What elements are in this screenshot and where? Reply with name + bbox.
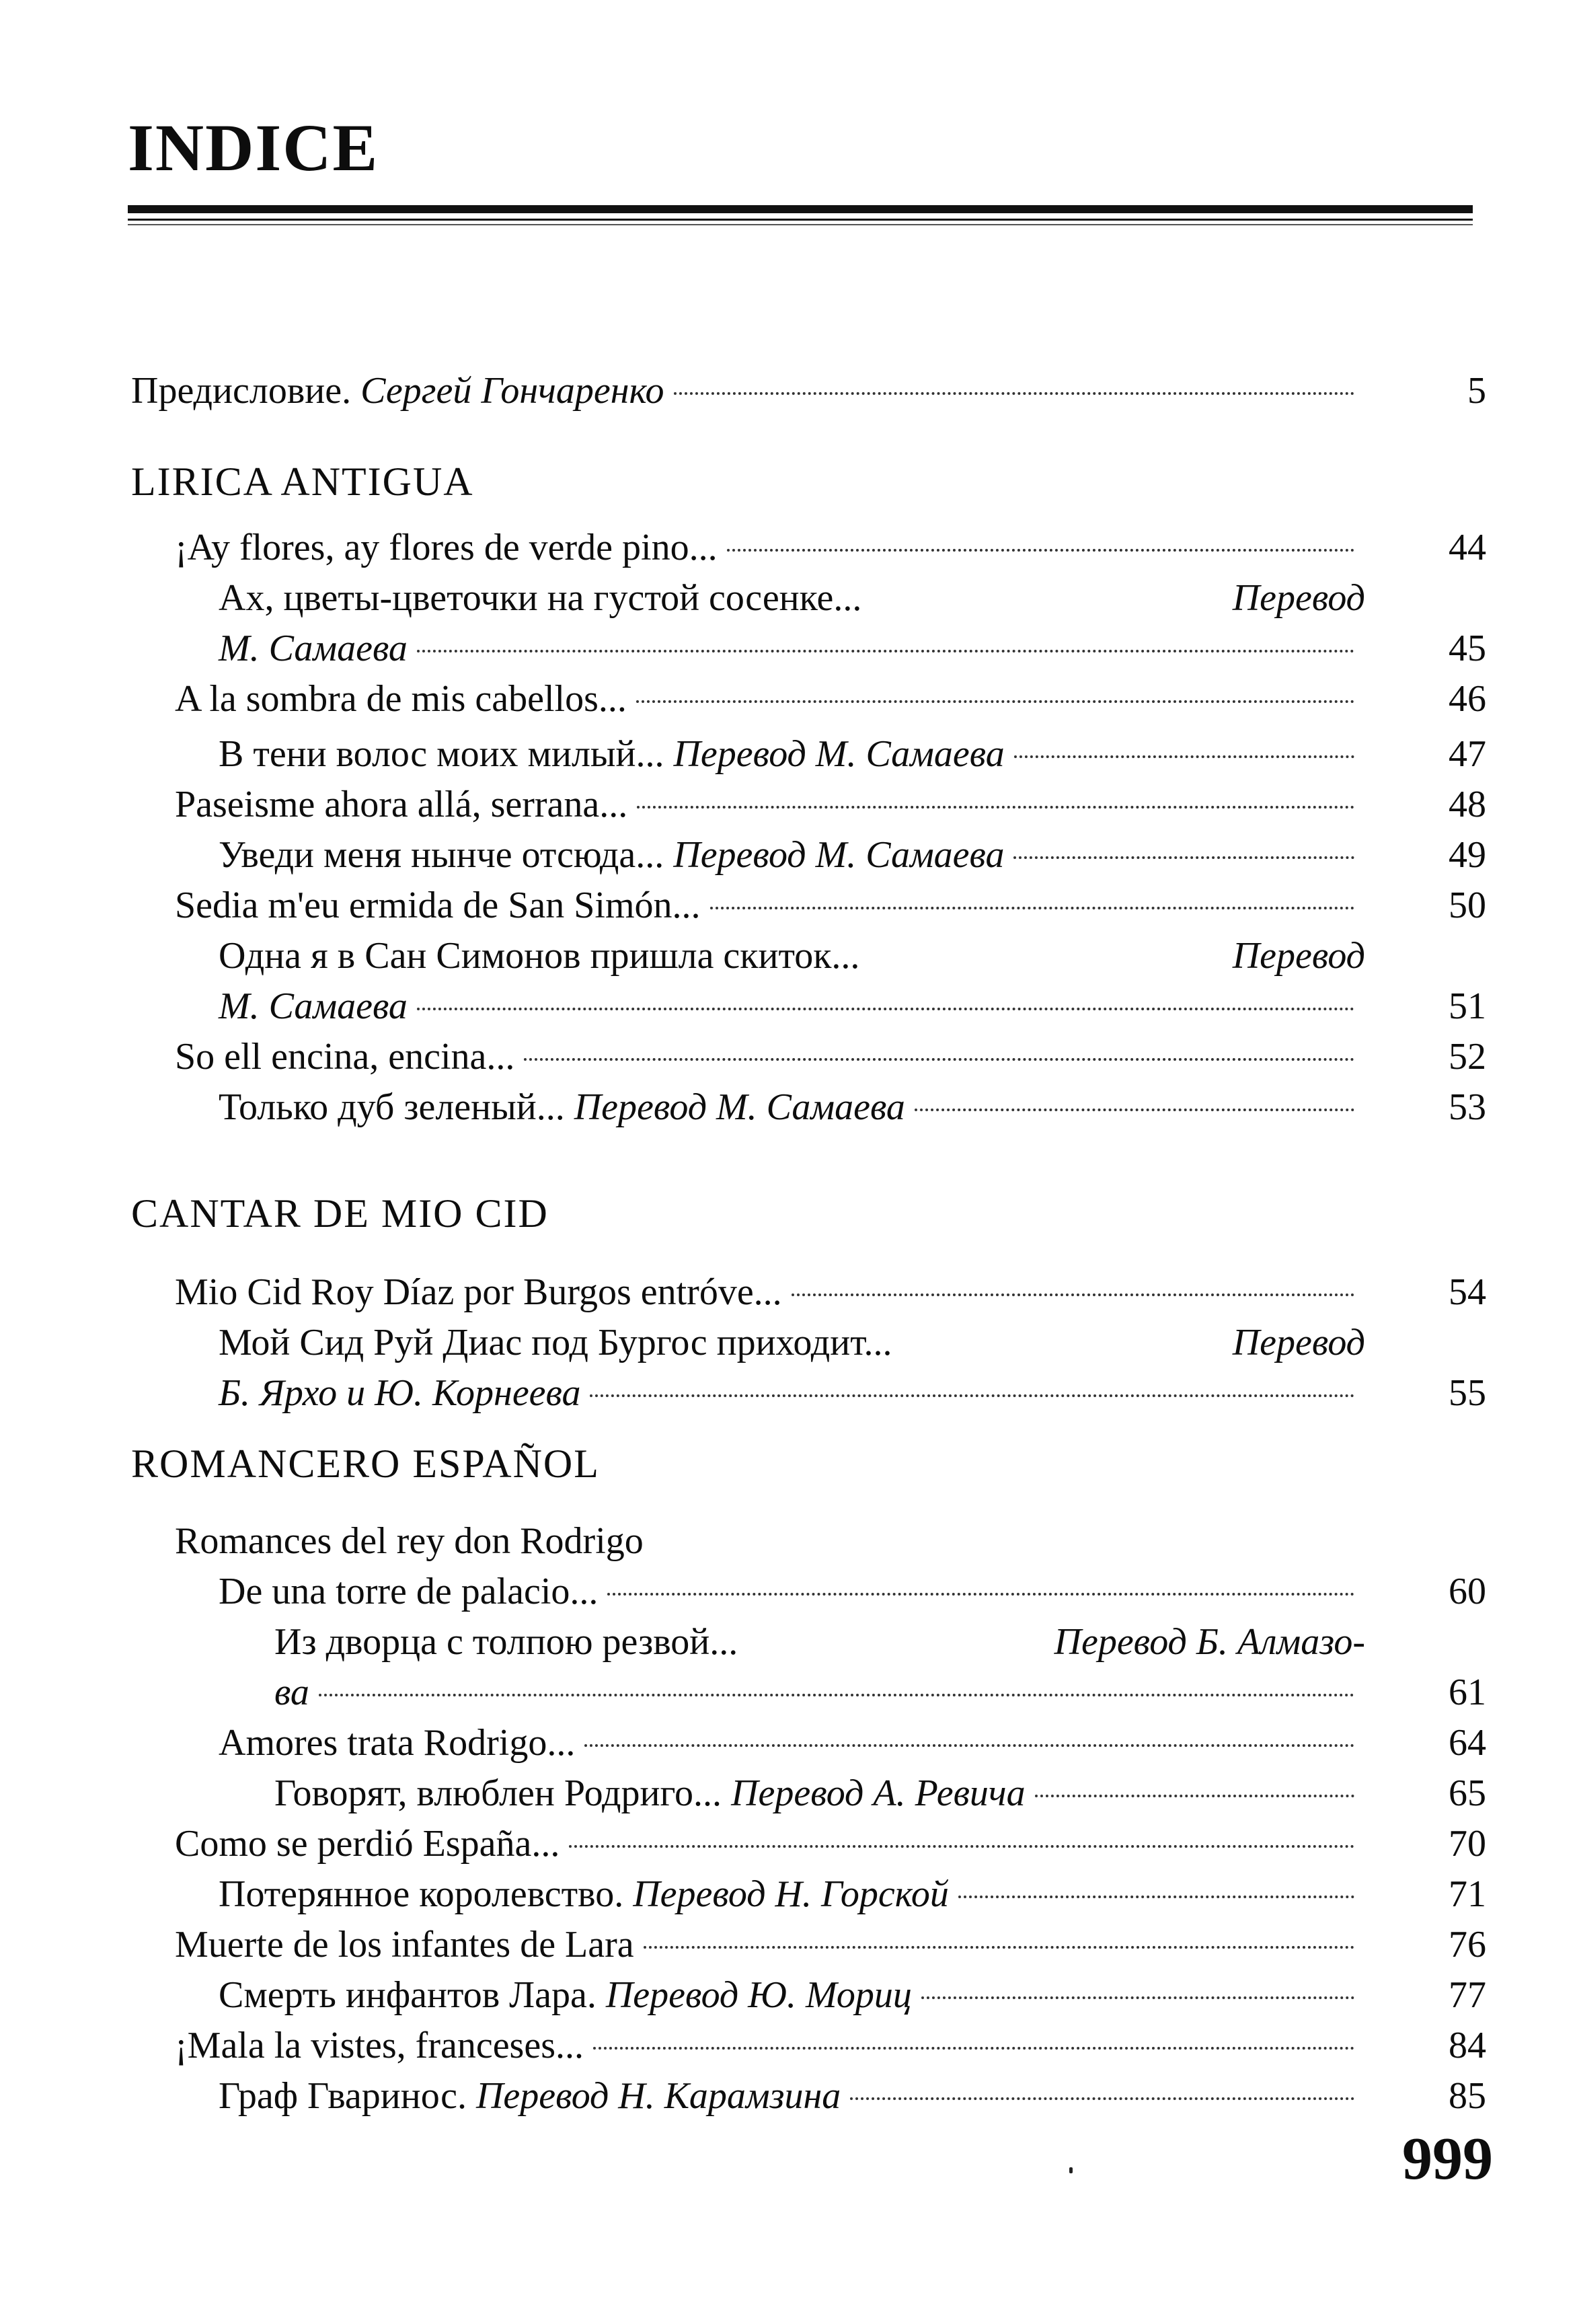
translator-lead: Перевод bbox=[1232, 1322, 1365, 1363]
page-number: 49 bbox=[1449, 834, 1486, 876]
entry-translator: Перевод М. Самаева bbox=[673, 834, 1005, 876]
section-heading-lirica: LIRICA ANTIGUA bbox=[131, 459, 474, 504]
entry-title: Смерть инфантов Лара. bbox=[219, 1974, 597, 2016]
entry-translator: Перевод М. Самаева bbox=[673, 733, 1005, 775]
toc-entry bbox=[219, 730, 1365, 778]
section-heading-cantar: CANTAR DE MIO CID bbox=[131, 1191, 549, 1236]
dot-leader bbox=[569, 1845, 1354, 1848]
toc-entry bbox=[274, 1668, 1365, 1717]
page-number: 50 bbox=[1449, 885, 1486, 926]
dot-leader bbox=[921, 1996, 1354, 1999]
toc-entry bbox=[219, 1369, 1365, 1417]
dot-leader bbox=[674, 392, 1354, 395]
page-number: 54 bbox=[1449, 1271, 1486, 1313]
entry-title: Mio Cid Roy Díaz por Burgos entróve... bbox=[175, 1271, 782, 1313]
page-title: INDICE bbox=[128, 110, 379, 185]
toc-entry bbox=[175, 675, 1365, 723]
entry-translator: Перевод А. Ревича bbox=[731, 1772, 1026, 1814]
entry-title: Amores trata Rodrigo... bbox=[219, 1722, 576, 1764]
dot-leader bbox=[593, 2047, 1354, 2050]
dot-leader bbox=[850, 2097, 1354, 2100]
page-number: 76 bbox=[1449, 1924, 1486, 1965]
toc-entry bbox=[175, 881, 1365, 930]
entry-title: Уведи меня нынче отсюда... bbox=[219, 834, 664, 876]
page-number: 53 bbox=[1449, 1086, 1486, 1128]
dot-leader bbox=[637, 806, 1354, 809]
translator-lead: Перевод bbox=[1232, 577, 1365, 619]
entry-title: A la sombra de mis cabellos... bbox=[175, 678, 627, 720]
dot-leader bbox=[710, 907, 1354, 909]
page-number: 64 bbox=[1449, 1722, 1486, 1764]
toc-entry bbox=[219, 1971, 1365, 2019]
translator-lead: Перевод Б. Алмазо- bbox=[1054, 1621, 1365, 1663]
title-rule-thick bbox=[128, 205, 1473, 213]
entry-title: Мой Сид Руй Диас под Бургос приходит... bbox=[219, 1322, 892, 1363]
dot-leader bbox=[644, 1946, 1354, 1949]
entry-title: Говорят, влюблен Родриго... bbox=[274, 1772, 722, 1814]
toc-entry bbox=[219, 624, 1365, 673]
toc-entry-line bbox=[219, 932, 1365, 980]
entry-title: Sedia m'eu ermida de San Simón... bbox=[175, 885, 701, 926]
dot-leader bbox=[607, 1593, 1354, 1596]
entry-title: Из дворца с толпою резвой... bbox=[274, 1621, 738, 1663]
entry-title: Одна я в Сан Симонов пришла скиток... bbox=[219, 935, 860, 977]
dot-leader bbox=[417, 650, 1354, 652]
entry-translator: Перевод Н. Карамзина bbox=[475, 2075, 841, 2117]
page-number: 52 bbox=[1449, 1036, 1486, 1078]
page-number: 61 bbox=[1449, 1672, 1486, 1713]
toc-entry bbox=[175, 780, 1365, 829]
translator-lead: Перевод bbox=[1232, 935, 1365, 977]
title-rule-faint bbox=[128, 224, 1473, 225]
entry-title: В тени волос моих милый... bbox=[219, 733, 664, 775]
entry-title: Como se perdió España... bbox=[175, 1823, 560, 1865]
page-number: 65 bbox=[1449, 1772, 1486, 1814]
toc-entry bbox=[219, 1719, 1365, 1767]
toc-entry bbox=[219, 1870, 1365, 1918]
dot-leader bbox=[792, 1294, 1354, 1296]
entry-translator: Перевод М. Самаева bbox=[574, 1086, 905, 1128]
section-heading-romancero: ROMANCERO ESPAÑOL bbox=[131, 1441, 600, 1486]
entry-title: Только дуб зеленый... bbox=[219, 1086, 565, 1128]
toc-entry bbox=[274, 1769, 1365, 1817]
entry-title: ¡Mala la vistes, franceses... bbox=[175, 2025, 584, 2066]
dot-leader bbox=[1014, 755, 1354, 758]
entry-title: Paseisme ahora allá, serrana... bbox=[175, 784, 628, 825]
toc-entry bbox=[219, 831, 1365, 879]
entry-title: Предисловие. bbox=[131, 370, 352, 412]
entry-title: Muerte de los infantes de Lara bbox=[175, 1924, 634, 1965]
toc-entry bbox=[175, 1820, 1365, 1868]
entry-title: Граф Гваринос. bbox=[219, 2075, 467, 2117]
entry-translator: М. Самаева bbox=[219, 628, 408, 669]
toc-entry bbox=[219, 982, 1365, 1030]
page-number: 45 bbox=[1449, 628, 1486, 669]
toc-entry bbox=[219, 2072, 1365, 2120]
page-folio-number: 999 bbox=[1402, 2126, 1493, 2192]
page-number: 48 bbox=[1449, 784, 1486, 825]
toc-entry-line bbox=[219, 1318, 1365, 1367]
dot-leader bbox=[915, 1109, 1354, 1111]
entry-title: Romances del rey don Rodrigo bbox=[175, 1520, 644, 1562]
page-number: 77 bbox=[1449, 1974, 1486, 2016]
toc-entry bbox=[219, 1567, 1365, 1616]
title-rule-thin bbox=[128, 219, 1473, 221]
page-number: 85 bbox=[1449, 2075, 1486, 2117]
entry-translator: Б. Ярхо и Ю. Корнеева bbox=[219, 1372, 581, 1414]
page-number: 60 bbox=[1449, 1571, 1486, 1612]
dot-leader bbox=[584, 1744, 1354, 1747]
toc-entry-preface bbox=[131, 367, 1365, 415]
page-number: 5 bbox=[1467, 370, 1486, 412]
page-number: 47 bbox=[1449, 733, 1486, 775]
toc-entry bbox=[175, 1920, 1365, 1969]
dot-leader bbox=[1013, 856, 1354, 859]
page-number: 70 bbox=[1449, 1823, 1486, 1865]
page-number: 71 bbox=[1449, 1873, 1486, 1915]
page-number: 84 bbox=[1449, 2025, 1486, 2066]
entry-title: De una torre de palacio... bbox=[219, 1571, 599, 1612]
dot-leader bbox=[319, 1694, 1354, 1696]
entry-translator: Перевод Ю. Мориц bbox=[605, 1974, 912, 2016]
entry-title: Потерянное королевство. bbox=[219, 1873, 624, 1915]
toc-subgroup-title bbox=[175, 1517, 1365, 1565]
entry-title: Ах, цветы-цветочки на густой сосенке... bbox=[219, 577, 862, 619]
entry-translator: Сергей Гончаренко bbox=[360, 370, 664, 412]
toc-entry bbox=[219, 1083, 1365, 1131]
dot-leader bbox=[636, 700, 1354, 703]
toc-entry bbox=[175, 1033, 1365, 1081]
dot-leader bbox=[417, 1008, 1354, 1010]
page-number: 44 bbox=[1449, 527, 1486, 568]
ink-speck bbox=[1069, 2167, 1073, 2173]
dot-leader bbox=[958, 1896, 1354, 1898]
toc-entry bbox=[175, 1268, 1365, 1316]
dot-leader bbox=[1035, 1795, 1354, 1797]
entry-title: ¡Ay flores, ay flores de verde pino... bbox=[175, 527, 718, 568]
page-number: 46 bbox=[1449, 678, 1486, 720]
dot-leader bbox=[524, 1058, 1354, 1061]
page-number: 51 bbox=[1449, 985, 1486, 1027]
entry-translator: ва bbox=[274, 1672, 309, 1713]
entry-translator: Перевод Н. Горской bbox=[633, 1873, 949, 1915]
toc-entry bbox=[175, 523, 1365, 572]
toc-entry-line bbox=[274, 1618, 1365, 1666]
entry-title: So ell encina, encina... bbox=[175, 1036, 515, 1078]
dot-leader bbox=[590, 1394, 1354, 1397]
entry-translator: М. Самаева bbox=[219, 985, 408, 1027]
page-number: 55 bbox=[1449, 1372, 1486, 1414]
dot-leader bbox=[727, 549, 1354, 552]
toc-entry bbox=[175, 2021, 1365, 2070]
toc-entry-line bbox=[219, 574, 1365, 622]
